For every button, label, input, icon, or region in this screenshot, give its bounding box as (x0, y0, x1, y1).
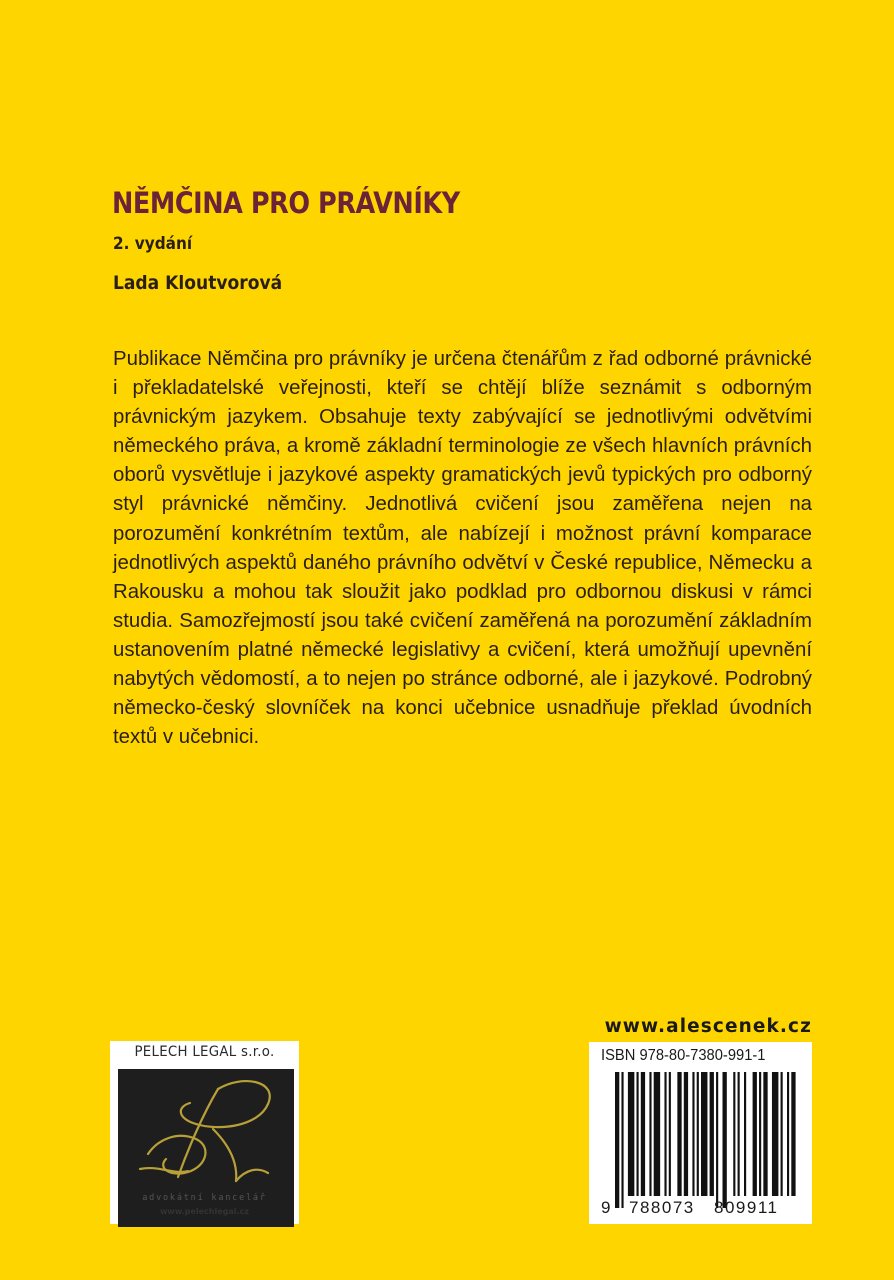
barcode-bar (664, 1072, 666, 1196)
barcode-bar (753, 1072, 757, 1196)
pl-monogram-icon (118, 1069, 294, 1189)
barcode-bar (744, 1072, 746, 1196)
sponsor-logo (110, 1041, 299, 1224)
barcode-bar (772, 1072, 778, 1196)
blurb-text: Publikace Němčina pro právníky je určena čtenářům z řad odborné právnické i překladatelské veřejnosti, kteří se chtějí blíže seznámit s odborným právnickým jazykem. Obsahuje texty zabývající se jednotlivými odvětvími německého práva, a kromě základní terminologie ze všech hlavních právních oborů vysvětluje i jazykové aspekty gramatických jevů typických pro odborný styl právnické němčiny. Jednotlivá cvičení jsou zaměřena nejen na porozumění konkrétním textům, ale nabízejí i možnost právní komparace jednotlivých aspektů daného právního odvětví v České republice, Německu a Rakousku a mohou tak sloužit jako podklad pro odbornou diskusi v rámci studia. Samozřejmostí jsou také cvičení zaměřená na porozumění základním ustanovením platné německé legislativy a cvičení, která umožňují upevnění nabytých vědomostí, a to nejen po stránce odborné, ale i jazykové. Podrobný německo-český slovníček na konci učebnice usnadňuje překlad úvodních textů v učebnici. (113, 348, 812, 749)
logo-dark-panel (118, 1069, 294, 1227)
book-title: NĚMČINA PRO PRÁVNÍKY (112, 186, 460, 220)
sponsor-tagline: advokátní kancelář (142, 1193, 267, 1203)
edition-label: 2. vydání (113, 234, 193, 254)
barcode-bar (781, 1072, 783, 1196)
ean-first-digit: 9 (601, 1198, 611, 1217)
barcode-bar (723, 1072, 727, 1208)
isbn-label: ISBN 978-80-7380-991-1 (601, 1047, 766, 1064)
ean-left-group: 788073 (629, 1198, 695, 1217)
sponsor-name: PELECH LEGAL s.r.o. (134, 1044, 275, 1060)
barcode-bar (677, 1072, 681, 1196)
barcode-bar (649, 1072, 651, 1196)
barcode-bar (710, 1072, 714, 1196)
ean-right-group: 809911 (714, 1198, 779, 1217)
barcode-bar (738, 1072, 740, 1196)
barcode-bar (692, 1072, 694, 1196)
barcode-icon (589, 1042, 812, 1224)
barcode-bar (637, 1072, 639, 1196)
author-name: Lada Kloutvorová (113, 272, 283, 294)
barcode-bar (759, 1072, 761, 1196)
barcode-bar (654, 1072, 660, 1196)
barcode-bar (697, 1072, 699, 1196)
barcode-bar (669, 1072, 671, 1196)
barcode-bar (641, 1072, 645, 1196)
barcode-bar (791, 1072, 795, 1196)
barcode-bar (628, 1072, 634, 1196)
barcode-bar (615, 1072, 619, 1208)
barcode-bar (763, 1072, 767, 1196)
barcode-bar (621, 1072, 623, 1208)
publisher-website: www.alescenek.cz (604, 1016, 812, 1037)
barcode-panel (589, 1042, 812, 1224)
barcode-bar (684, 1072, 688, 1196)
barcode-bar (716, 1072, 718, 1208)
barcode-bar (733, 1072, 735, 1196)
barcode-bar (787, 1072, 789, 1196)
barcode-bar (701, 1072, 707, 1196)
sponsor-url: www.pelechlegal.cz (160, 1207, 249, 1216)
